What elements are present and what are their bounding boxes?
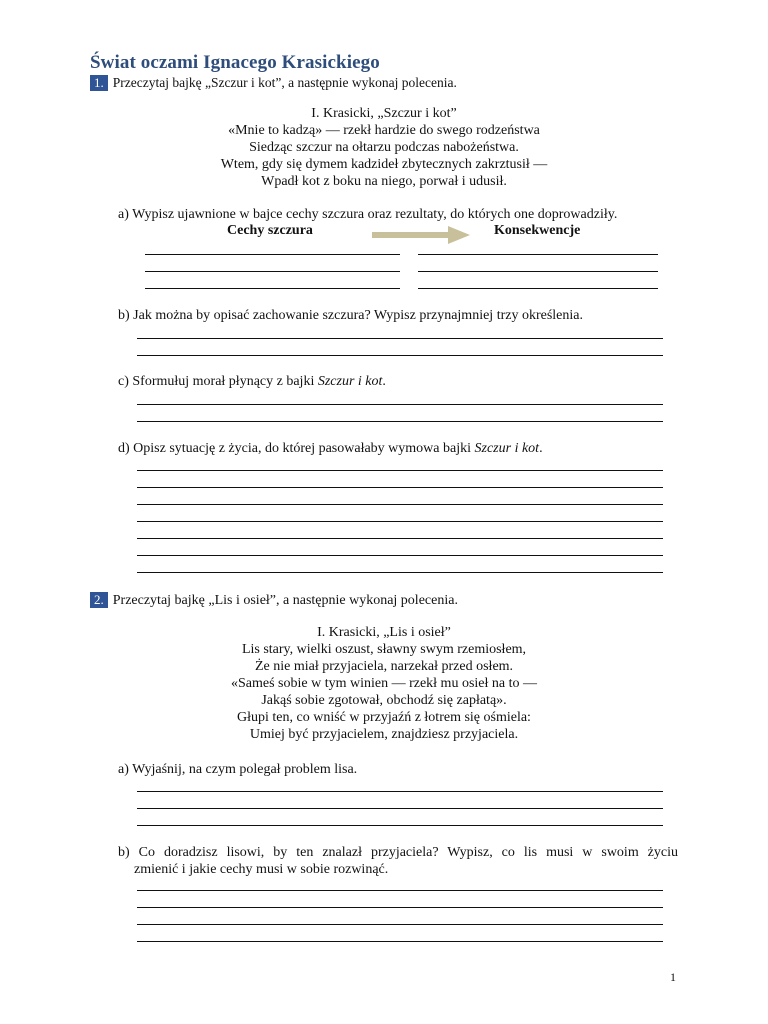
answer-line[interactable] — [137, 825, 663, 826]
poem-line: «Mnie to kadzą» — rzekł hardzie do swego rodzeństwa — [228, 123, 540, 138]
poem-line: Głupi ten, co wniść w przyjaźń z łotrem się ośmiela: — [237, 710, 531, 725]
question-text: b) Co doradzisz lisowi, by ten znalazł przyjaciela? Wypisz, co lis musi w swoim życiu — [118, 845, 678, 860]
answer-line[interactable] — [137, 421, 663, 422]
answer-line[interactable] — [145, 288, 400, 289]
task-2-text: Przeczytaj bajkę „Lis i osieł”, a następnie wykonaj polecenia. — [112, 593, 458, 608]
task-number-badge: 1. — [90, 75, 108, 91]
poem-line: Że nie miał przyjaciela, narzekał przed osłem. — [254, 659, 514, 674]
poem-line: «Sameś sobie w tym winien — rzekł mu osieł na to — — [230, 676, 537, 691]
answer-line[interactable] — [137, 555, 663, 556]
question-text: . — [539, 441, 543, 456]
answer-line[interactable] — [145, 271, 400, 272]
answer-line[interactable] — [418, 254, 658, 255]
task-2-instruction — [90, 592, 458, 609]
question-2a: a) Wyjaśnij, na czym polegał problem lisa. — [118, 762, 358, 777]
poem-line: I. Krasicki, „Szczur i kot” — [311, 106, 457, 121]
poem-line: Lis stary, wielki oszust, sławny swym rzemiosłem, — [241, 642, 527, 657]
answer-line[interactable] — [137, 572, 663, 573]
question-1a: a) Wypisz ujawnione w bajce cechy szczura oraz rezultaty, do których one doprowadziły. — [118, 207, 618, 222]
column-header-left: Cechy szczura — [227, 223, 313, 238]
answer-line[interactable] — [137, 404, 663, 405]
page-number: 1 — [670, 970, 676, 984]
answer-line[interactable] — [137, 791, 663, 792]
task-1-text: Przeczytaj bajkę „Szczur i kot”, a następnie wykonaj polecenia. — [112, 75, 457, 90]
answer-line[interactable] — [137, 941, 663, 942]
answer-line[interactable] — [137, 890, 663, 891]
answer-line[interactable] — [145, 254, 400, 255]
question-1b: b) Jak można by opisać zachowanie szczura? Wypisz przynajmniej trzy określenia. — [118, 308, 583, 323]
answer-line[interactable] — [137, 338, 663, 339]
answer-line[interactable] — [137, 538, 663, 539]
answer-line[interactable] — [137, 521, 663, 522]
page-title: Świat oczami Ignacego Krasickiego — [90, 52, 380, 73]
question-text: . — [382, 374, 386, 389]
answer-line[interactable] — [137, 808, 663, 809]
poem-line: Wpadł kot z boku na niego, porwał i udusił. — [261, 174, 507, 189]
question-1c — [118, 373, 678, 390]
answer-line[interactable] — [418, 288, 658, 289]
answer-line[interactable] — [137, 924, 663, 925]
poem-line: I. Krasicki, „Lis i osieł” — [317, 625, 451, 640]
task-1-instruction — [90, 75, 457, 91]
question-2b — [118, 844, 678, 878]
answer-line[interactable] — [137, 355, 663, 356]
answer-line[interactable] — [137, 907, 663, 908]
question-1d — [118, 440, 678, 457]
question-text: c) Sformułuj morał płynący z bajki — [118, 374, 318, 389]
question-text: d) Opisz sytuację z życia, do której pasowałaby wymowa bajki — [118, 441, 475, 456]
poem-line: Siedząc szczur na ołtarzu podczas nabożeństwa. — [249, 140, 519, 155]
answer-line[interactable] — [418, 271, 658, 272]
fable-title: Szczur i kot — [317, 374, 383, 389]
poem-line: Umiej być przyjacielem, znajdziesz przyjaciela. — [249, 727, 519, 742]
column-header-right: Konsekwencje — [494, 223, 581, 238]
task-number-badge: 2. — [90, 592, 108, 608]
poem-line: Jakąś sobie zgotował, obchodź się zapłatą». — [261, 693, 507, 708]
poem-line: Wtem, gdy się dymem kadzideł zbytecznych zakrztusił — — [220, 157, 548, 172]
poem-szczur-i-kot — [90, 105, 678, 190]
poem-lis-i-osiel — [90, 624, 678, 743]
question-text: zmienić i jakie cechy musi w sobie rozwinąć. — [134, 862, 389, 877]
answer-line[interactable] — [137, 487, 663, 488]
answer-line[interactable] — [137, 470, 663, 471]
answer-line[interactable] — [137, 504, 663, 505]
fable-title: Szczur i kot — [474, 441, 540, 456]
arrow-right-icon — [372, 226, 470, 244]
